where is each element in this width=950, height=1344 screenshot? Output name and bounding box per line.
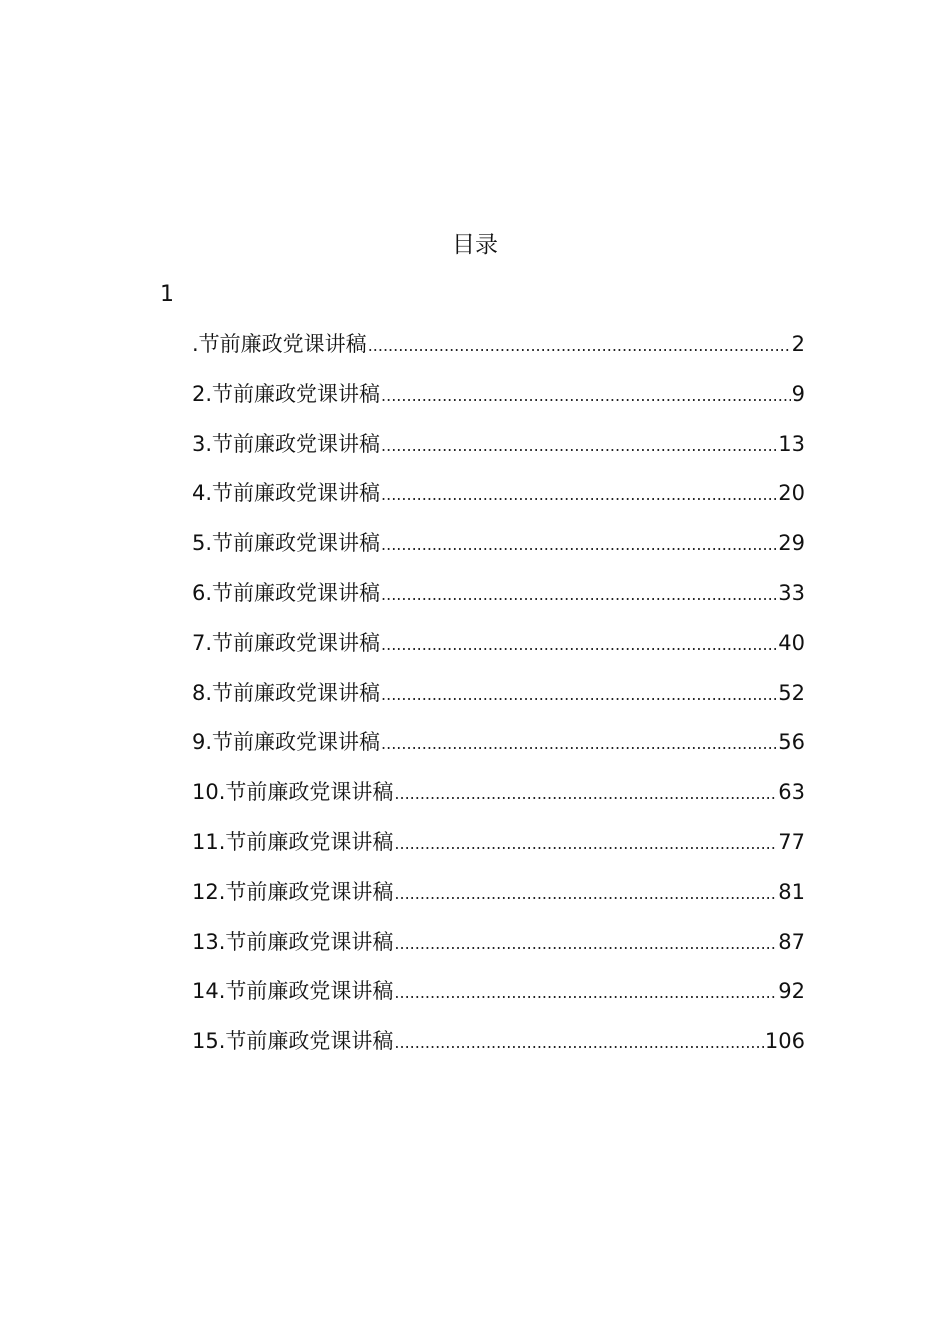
toc-entry-row[interactable] <box>192 426 805 476</box>
toc-entry-label: 14.节前廉政党课讲稿 <box>192 979 394 1004</box>
toc-page-number: 77 <box>778 829 805 854</box>
toc-leader-dots <box>381 527 777 563</box>
toc-page-number: 63 <box>778 780 805 805</box>
toc-leader-dots <box>394 926 777 962</box>
toc-lead-number: 1 <box>160 282 174 307</box>
toc-leader-dots <box>381 677 777 713</box>
toc-entry-row[interactable] <box>192 724 805 774</box>
toc-entry-label: 13.节前廉政党课讲稿 <box>192 929 394 954</box>
toc-entry-label: 4.节前廉政党课讲稿 <box>192 481 381 506</box>
toc-entry-row[interactable] <box>192 924 805 974</box>
toc-leader-dots <box>381 627 777 663</box>
toc-entry-label: 6.节前廉政党课讲稿 <box>192 580 381 605</box>
toc-entry-row[interactable] <box>192 525 805 575</box>
toc-entry-row[interactable] <box>192 575 805 625</box>
toc-entry-row[interactable] <box>192 874 805 924</box>
toc-entry-label: 8.节前廉政党课讲稿 <box>192 680 381 705</box>
toc-entry-row[interactable] <box>192 973 805 1023</box>
toc-page-number: 13 <box>778 431 805 456</box>
toc-entry-label: 12.节前廉政党课讲稿 <box>192 879 394 904</box>
toc-entry-label: 10.节前廉政党课讲稿 <box>192 780 394 805</box>
toc-page-number: 81 <box>778 879 805 904</box>
toc-page-number: 40 <box>778 630 805 655</box>
toc-leader-dots <box>394 975 777 1011</box>
toc-leader-dots <box>381 726 777 762</box>
toc-leader-dots <box>394 1025 764 1061</box>
toc-leader-dots <box>368 328 791 364</box>
toc-leader-dots <box>394 826 777 862</box>
toc-entry-label: 5.节前廉政党课讲稿 <box>192 531 381 556</box>
toc-leader-dots <box>381 378 791 414</box>
toc-leader-dots <box>381 577 777 613</box>
toc-page-number: 106 <box>764 1029 805 1054</box>
toc-entry-label: 11.节前廉政党课讲稿 <box>192 829 394 854</box>
toc-entry-row[interactable] <box>192 824 805 874</box>
toc-leader-dots <box>394 776 777 812</box>
toc-page-number: 2 <box>791 332 805 356</box>
toc-entry-row[interactable] <box>192 1023 805 1073</box>
toc-page-number: 56 <box>778 730 805 755</box>
toc-page-number: 20 <box>778 481 805 506</box>
toc-entry-label: 15.节前廉政党课讲稿 <box>192 1029 394 1054</box>
toc-entry-row[interactable] <box>192 675 805 725</box>
toc-entry-row[interactable] <box>192 326 805 376</box>
toc-page-number: 92 <box>778 979 805 1004</box>
toc-entry-label: .节前廉政党课讲稿 <box>192 332 367 356</box>
toc-page-number: 52 <box>778 680 805 705</box>
toc-entry-row[interactable] <box>192 625 805 675</box>
toc-entry-row[interactable] <box>192 475 805 525</box>
toc-list <box>192 326 805 1073</box>
toc-page-number: 87 <box>778 929 805 954</box>
toc-entry-label: 7.节前廉政党课讲稿 <box>192 630 381 655</box>
toc-leader-dots <box>381 428 777 464</box>
toc-page-number: 33 <box>778 580 805 605</box>
toc-page-number: 29 <box>778 531 805 556</box>
toc-leader-dots <box>394 876 777 912</box>
toc-entry-label: 3.节前廉政党课讲稿 <box>192 431 381 456</box>
toc-entry-row[interactable] <box>192 774 805 824</box>
toc-entry-row[interactable] <box>192 376 805 426</box>
toc-entry-label: 2.节前廉政党课讲稿 <box>192 381 381 406</box>
toc-title: 目录 <box>452 232 498 258</box>
toc-page-number: 9 <box>791 381 805 406</box>
toc-leader-dots <box>381 477 777 513</box>
toc-entry-label: 9.节前廉政党课讲稿 <box>192 730 381 755</box>
